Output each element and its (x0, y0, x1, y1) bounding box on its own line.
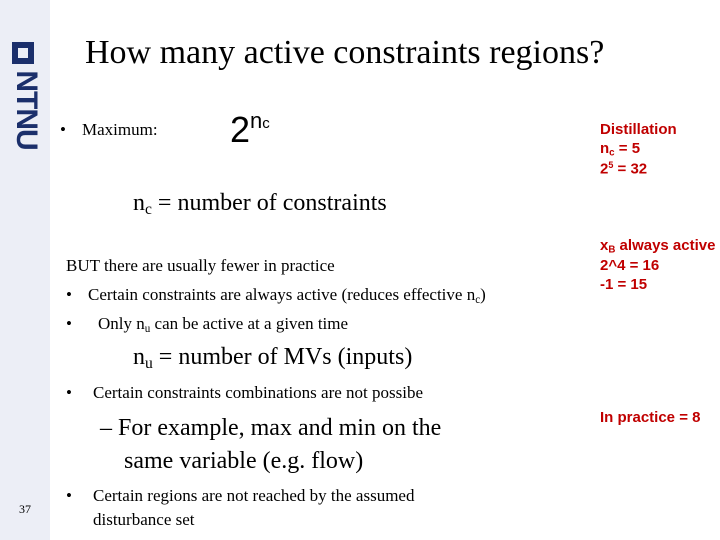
note-calc-line-2: -1 = 15 (600, 276, 648, 293)
note-distillation: Distillation (600, 121, 677, 138)
ntnu-logo-square (12, 42, 34, 64)
bullet-icon: • (66, 285, 72, 304)
dash-icon: – (100, 415, 112, 441)
nu-definition: $n_u$ = number of MVs (inputs) (133, 344, 413, 372)
bullet-icon: • (66, 314, 72, 333)
bullet-only-nu: • Only $n_u$ can be active at a given time (66, 314, 349, 335)
bullet-combinations: • Certain constraints combinations are not possibe (66, 383, 424, 402)
maximum-line (60, 120, 158, 140)
sub-bullet-example-line-2: same variable (e.g. flow) (124, 448, 364, 474)
ntnu-logo (0, 70, 50, 180)
nc-definition: $n_c$ = number of constraints (133, 190, 387, 218)
sidebar (0, 0, 50, 540)
bullet-regions: • Certain regions are not reached by the assumed (66, 486, 415, 505)
intro-text: BUT there are usually fewer in practice (66, 256, 335, 275)
maximum-label: Maximum: (82, 120, 158, 139)
bullet-always-active: • Certain constraints are always active (reduces effective $n_c$) (66, 285, 486, 306)
svg-text:NTNU: NTNU (10, 70, 44, 150)
slide-title: How many active constraints regions? (85, 34, 605, 71)
page-number: 37 (19, 502, 31, 516)
note-calc-line-1: 2^4 = 16 (600, 257, 660, 274)
max-formula: $2^{nc}$ (230, 108, 270, 150)
sub-bullet-example-line-1: – For example, max and min on the (100, 415, 442, 441)
bullet-icon: • (66, 383, 72, 402)
bullet-icon: • (66, 486, 72, 505)
note-power-value: $2^5 = 32$ (600, 160, 648, 178)
note-xb-active: $x_B$ always active (600, 237, 716, 256)
note-nc-value: $n_c = 5$ (600, 140, 641, 159)
bullet-regions-line-2: disturbance set (93, 510, 195, 529)
bullet-icon: • (60, 120, 66, 139)
note-in-practice: In practice = 8 (600, 409, 701, 426)
